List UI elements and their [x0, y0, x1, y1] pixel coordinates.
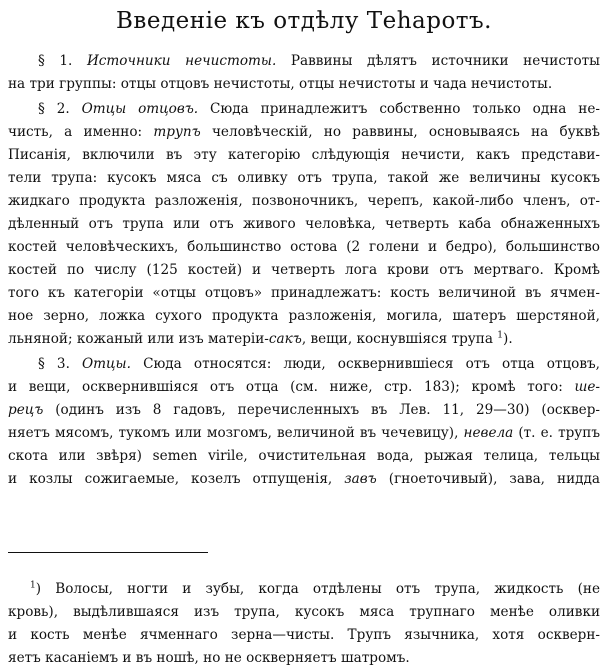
- footnote-line-3: и кость менѣе ячменнаго зерна—чисты. Трупъ язычника, хотя оскверн-: [8, 627, 600, 643]
- footnote-ref[interactable]: 1: [497, 330, 504, 341]
- s2-line-8: костей по числу (125 костей) и четверть лога крови отъ мертваго. Кромѣ: [8, 262, 600, 278]
- s1-heading: Источники нечистоты.: [86, 53, 277, 69]
- s2-text: льняной; кожаный или изъ матеріи-: [8, 331, 269, 347]
- s2-line-9: того къ категоріи «отцы отцовъ» принадлежатъ: кость величиной въ ячмен-: [8, 285, 600, 301]
- s3-text: и козлы сожигаемые, козелъ отпущенія,: [8, 471, 333, 487]
- s2-heading: Отцы отцовъ.: [81, 101, 199, 117]
- footnote-line-1: [8, 578, 600, 601]
- s1-number: § 1.: [38, 53, 73, 69]
- s2-line-10: ное зерно, ложка сухого продукта разложенія, могила, шатеръ шерстяной,: [8, 308, 600, 324]
- term-trup: трупъ: [153, 124, 201, 140]
- s3-text: (т. е. трупъ: [518, 425, 600, 441]
- s2-text: Сюда принадлежитъ собственно только одна не-: [210, 101, 600, 117]
- term-sherez: ше-: [574, 379, 600, 395]
- s2-line-11: [8, 328, 600, 351]
- term-sherez: рецъ: [8, 402, 44, 418]
- s3-line-6: [8, 468, 600, 491]
- page-title: Введеніе къ отдѣлу Теһаротъ.: [116, 8, 492, 34]
- s2-line-4: тели трупа: кусокъ мяса съ оливку отъ трупа, такой же величины кусокъ: [8, 170, 600, 186]
- s2-line-2: [8, 121, 600, 144]
- s1-line-2: на три группы: отцы отцовъ нечистоты, отцы нечистоты и чада нечистоты.: [8, 76, 553, 92]
- footnote-line-4: яетъ касаніемъ и въ ношѣ, но не оскверняетъ шатромъ.: [8, 650, 410, 666]
- s3-line-1: [8, 353, 600, 376]
- s2-line-6: дѣленный отъ трупа или отъ живого человѣка, четверть каба обнаженныхъ: [8, 216, 600, 232]
- s2-line-1: [8, 98, 600, 121]
- s2-line-3: Писанія, включили въ эту категорію слѣдующія нечисти, какъ представи-: [8, 147, 600, 163]
- s3-line-4: [8, 422, 600, 445]
- s3-text: Сюда относятся: люди, осквернившіеся отъ отца отцовъ,: [143, 356, 600, 372]
- s2-line-5: жидкаго продукта разложенія, позвоночникъ, черепъ, какой-либо членъ, от-: [8, 193, 600, 209]
- s2-text: , вещи, коснувшіяся трупа: [301, 331, 493, 347]
- s2-line-7: костей человѣческихъ, большинство остова (2 голени и бедро), большинство: [8, 239, 600, 255]
- s2-number: § 2.: [38, 101, 70, 117]
- footnote-divider: [8, 552, 208, 553]
- s3-line-3: [8, 399, 600, 422]
- term-zav: завъ: [344, 471, 377, 487]
- s3-line-2: [8, 376, 600, 399]
- s3-line-5: скота или звѣря) semen virile, очистительная вода, рыжая телица, тельцы: [8, 448, 600, 464]
- term-nevela: невела: [463, 425, 514, 441]
- s3-text: (гноеточивый), зава, нидда: [388, 471, 600, 487]
- term-sak: сакъ: [268, 331, 302, 347]
- footnote-line-2: кровь), выдѣлившаяся изъ трупа, кусокъ мяса трупнаго менѣе оливки: [8, 604, 600, 620]
- s1-text: Раввины дѣлятъ источники нечистоты: [290, 53, 600, 69]
- s3-text: и вещи, осквернившіяся отъ отца (см. ниже, стр. 183); кромѣ того:: [8, 379, 563, 395]
- s2-text: человѣческій, но раввины, основываясь на буквѣ: [211, 124, 600, 140]
- footnote-mark: 1: [30, 580, 36, 591]
- s3-text: няетъ мясомъ, тукомъ или мозгомъ, величиной въ чечевицу),: [8, 425, 459, 441]
- s3-number: § 3.: [38, 356, 70, 372]
- s3-heading: Отцы.: [82, 356, 131, 372]
- footnote-text: ) Волосы, ногти и зубы, когда отдѣлены отъ трупа, жидкость (не: [35, 581, 600, 597]
- s2-text: ).: [503, 331, 513, 347]
- s3-text: (одинъ изъ 8 гадовъ, перечисленныхъ въ Лев. 11, 29—30) (осквер-: [55, 402, 600, 418]
- s1-line-1: [8, 50, 600, 73]
- s2-text: чисть, а именно:: [8, 124, 143, 140]
